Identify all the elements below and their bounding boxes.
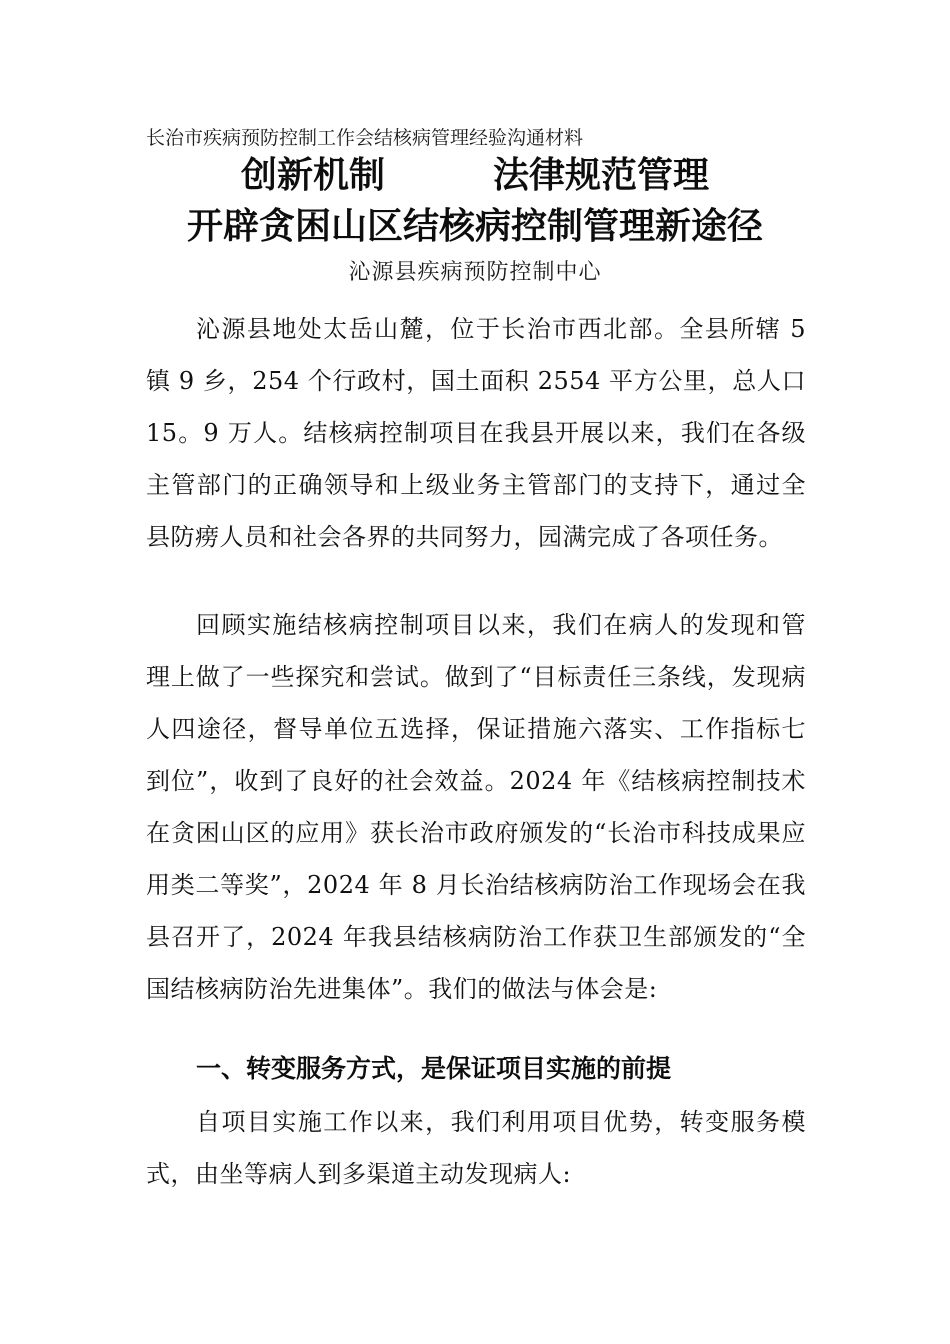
paragraph-review [146,599,806,1015]
title-line-2: 开辟贪困山区结核病控制管理新途径 [186,206,763,247]
section-heading: 一、转变服务方式，是保证项目实施的前提 [196,1054,672,1083]
title-line-1-right: 法律规范管理 [493,155,710,196]
title-line-1-left: 创新机制 [240,155,385,196]
organization-name: 沁源县疾病预防控制中心 [348,260,602,285]
paragraph-intro-text: 沁源县地处太岳山麓，位于长治市西北部。全县所辖 5 镇 9 乡，254 个行政村，国土面积 2554 平方公里，总人口 15。9 万人。结核病控制项目在我县开展以来，我们在各级主管部门的正确领导和上级业务主管部门的支持下，通过全县防痨人员和社会各界的共同努力，园满完成了各项任务。 [146,315,806,551]
paragraph-intro [146,303,806,563]
header-note: 长治市疾病预防控制工作会结核病管理经验沟通材料 [146,127,584,149]
paragraph-review-text: 回顾实施结核病控制项目以来，我们在病人的发现和管理上做了一些探究和尝试。做到了“目标责任三条线，发现病人四途径，督导单位五选择，保证措施六落实、工作指标七到位”，收到了良好的社会效益。2024 年《结核病控制技术在贪困山区的应用》获长治市政府颁发的“长治市科技成果应用类二等奖”，2024 年 8 月长治结核病防治工作现场会在我县召开了，2024 年我县结核病防治工作获卫生部颁发的“全国结核病防治先进集体”。我们的做法与体会是: [146,611,806,1003]
paragraph-section-1 [146,1096,806,1200]
paragraph-section-1-text: 自项目实施工作以来，我们利用项目优势，转变服务模式，由坐等病人到多渠道主动发现病人: [146,1108,806,1188]
title-line-1 [0,154,950,198]
